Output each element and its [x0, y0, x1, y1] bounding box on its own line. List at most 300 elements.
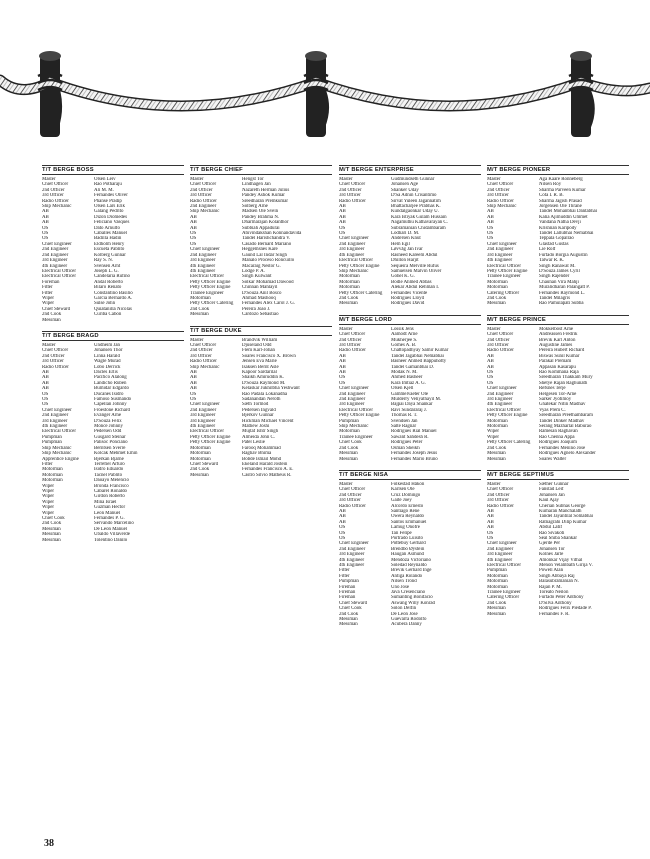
crew-name: Gammelvaeter Ole: [391, 391, 429, 397]
crew-name: Ravi Sundararaj J.: [391, 407, 427, 413]
crew-rank: 2nd Officer: [487, 492, 510, 498]
crew-rank: Motorman: [42, 472, 63, 478]
crew-name: Ahmad Mashooq: [242, 295, 276, 301]
crew-rank: Chief Engineer: [42, 241, 72, 247]
crew-rank: Fitter: [339, 568, 350, 574]
crew-row: [339, 301, 481, 306]
crew-name: Portrado Luisito: [391, 535, 423, 541]
crew-rank: 3rd Engineer: [190, 258, 216, 264]
crew-rank: OS: [339, 231, 346, 237]
crew-name: Kara Imtiaz A. G.: [391, 380, 426, 386]
crew-rank: Messman: [487, 451, 506, 457]
crew-rank: 4th Engineer: [190, 268, 216, 274]
crew-name: Rao Pamulapati Subba: [539, 301, 584, 307]
crew-rank: Radio Officer: [487, 503, 514, 509]
ship-name: T/T BERGE CHIEF: [190, 165, 332, 175]
crew-rank: Radio Officer: [339, 348, 366, 354]
crew-name: Quiatanilla Nicolas: [94, 306, 132, 312]
crew-rank: 2nd Engineer: [190, 252, 217, 258]
crew-rank: AB: [487, 359, 494, 365]
crew-name: Tandel Harishchandra V.: [242, 236, 291, 242]
crew-rank: Chief Engineer: [487, 386, 517, 392]
crew-name: Brandvik William: [242, 337, 278, 343]
crew-rank: Motorman: [487, 418, 508, 424]
crew-name: Eldholm Henry: [94, 241, 125, 247]
crew-rank: Motorman: [487, 285, 508, 291]
crew-rank: Chief Officer: [339, 332, 366, 338]
crew-rank: Petty Officer Engine: [190, 440, 231, 446]
crew-name: Bronda Francisco: [94, 483, 129, 489]
crew-name: Sadanandan Neroth: [242, 397, 281, 403]
crew-name: Samuelsen Malvin Oliver: [391, 268, 442, 274]
crew-name: Rao Potharaju: [94, 182, 122, 188]
crew-rank: OS: [487, 535, 494, 541]
crew-rank: AB: [339, 214, 346, 220]
crew-rank: AB: [339, 353, 346, 359]
crew-rank: Fireman: [339, 590, 356, 596]
crew-rank: Chief Officer: [339, 182, 366, 188]
crew-rank: Ship Mechanic: [339, 424, 369, 430]
crew-rank: Petty Officer Catering: [487, 440, 531, 446]
crew-rank: AB: [42, 380, 49, 386]
crew-rank: Trainee Engineer: [190, 290, 224, 296]
crew-rank: Electrical Officer: [190, 429, 224, 435]
crew-name: Brendbo Øystein: [391, 546, 425, 552]
crew-name: Sumanting Bonifacio: [391, 595, 433, 601]
crew-rank: Messman: [487, 611, 506, 617]
crew-name: Chinnan Mahlayil: [242, 285, 278, 291]
crew-name: Gaite Joey: [391, 498, 412, 504]
crew-rank: 4th Engineer: [42, 424, 68, 430]
crew-name: Seal Shiba Shankar: [539, 535, 578, 541]
crew-name: Hengst Tor: [242, 177, 264, 182]
crew-name: Brevik Gerhard Inge: [391, 568, 432, 574]
crew-rank: Radio Officer: [339, 198, 366, 204]
crew-name: D'Sa Adnin Crisantimo: [391, 193, 437, 199]
crew-rank: OS: [487, 370, 494, 375]
crew-name: Pandey Brahma N.: [242, 214, 280, 220]
crew-rank: AB: [42, 220, 49, 226]
rope-illustration: [0, 0, 650, 150]
crew-name: Ubaldo Villaverde: [94, 532, 130, 538]
crew-rank: Wiper: [42, 488, 55, 494]
crew-name: Menon Velambath Girija V.: [539, 563, 593, 568]
crew-row: [487, 301, 629, 306]
crew-name: Fernandes P. G.: [94, 515, 125, 521]
crew-name: Lodhari D. M.: [391, 231, 420, 237]
crew-name: Evanger Arne: [94, 413, 122, 419]
crew-name: Palisoc Ponciano: [94, 440, 128, 446]
crew-rank: OS: [42, 225, 49, 231]
crew-rank: 3rd Officer: [339, 342, 361, 348]
crew-name: Raghav Bhima: [242, 451, 272, 457]
crew-rank: 3rd Officer: [42, 359, 64, 365]
crew-name: Sreedharan Thakkam Mury: [539, 375, 593, 381]
crew-name: Santiago Rene: [391, 508, 420, 514]
crew-name: Sirvat Yuleen Jagannatim: [391, 198, 441, 204]
crew-rank: Messman: [487, 301, 506, 307]
crew-rank: AB: [190, 386, 197, 392]
crew-name: Curiba Cabon: [94, 312, 122, 318]
page-number: 38: [44, 838, 54, 849]
crew-name: Almeida John C.: [242, 434, 276, 440]
crew-name: Subbiah Appadurai: [242, 225, 280, 231]
crew-rank: Chief Officer: [190, 182, 217, 188]
crew-rank: OS: [339, 530, 346, 536]
crew-rank: AB: [42, 209, 49, 215]
crew-name: Alekar Abdul Rehman I.: [391, 285, 440, 291]
crew-name: Nagamuthu Kathavarayan C.: [391, 220, 448, 226]
crew-name: Powell Alan: [539, 568, 564, 574]
crew-name: D'Souza James Cyril: [539, 268, 580, 274]
crew-name: Ramesan Raghavan: [539, 429, 578, 435]
ship-crew-list: [42, 165, 184, 323]
crew-rank: Ship Mechanic: [190, 364, 220, 370]
crew-rank: Apprentice Engine: [42, 456, 79, 462]
crew-rank: Wiper: [42, 505, 55, 511]
crew-name: De Leon Jose: [391, 611, 418, 617]
column-4: [487, 165, 629, 625]
crew-name: Famoso Susmando: [94, 397, 132, 403]
crew-name: Singh Rajender: [539, 274, 570, 280]
column-1: [42, 165, 184, 551]
crew-name: Soares Francisco X. Brown: [242, 353, 296, 359]
ship-crew-list: [487, 165, 629, 307]
crew-name: Hem Egil: [391, 241, 410, 247]
crew-rank: Chief Engineer: [339, 236, 369, 242]
crew-name: Rodrigues David: [391, 301, 425, 307]
crew-rank: OS: [190, 236, 197, 242]
crew-name: Refsnes Terje: [539, 386, 566, 392]
crew-name: Kumaran Manchalath: [539, 508, 582, 514]
crew-name: Ali M. M.: [94, 187, 114, 193]
crew-name: Monce Johnny: [94, 424, 123, 430]
crew-name: Talwar R. K.: [539, 258, 565, 264]
crew-name: Rodrigues Agnelo Alexander: [539, 451, 596, 457]
crew-name: Nilsen Roy: [539, 182, 562, 188]
crew-name: Aga Kaare Ronneberg: [539, 177, 583, 182]
crew-name: De Leon Manuel: [94, 526, 128, 532]
crew-rank: Catering Officer: [487, 595, 520, 601]
crew-name: Macaraig Nestor G.: [242, 263, 281, 269]
crew-name: Toreato Neilon: [539, 590, 569, 596]
crew-rank: 4th Engineer: [487, 258, 513, 264]
crew-rank: 2nd Officer: [487, 337, 510, 343]
crew-rank: Chief Steward: [42, 306, 71, 312]
crew-rank: 4th Engineer: [487, 557, 513, 563]
crew-name: Caballes Manuel: [94, 231, 128, 237]
ship-name: M/T BERGE PIONEER: [487, 165, 629, 175]
crew-name: Landicho Ruben: [94, 380, 127, 386]
crew-name: Jorgensen Ole Thrane: [539, 204, 582, 210]
crew-rank: Chief Officer: [339, 487, 366, 493]
crew-name: Løvvåg Jan Ivar: [391, 247, 423, 253]
ship-crew-list: [487, 315, 629, 462]
crew-rank: Electrical Officer: [339, 407, 373, 413]
crew-rank: Master: [339, 481, 353, 487]
crew-rank: Wiper: [42, 295, 55, 301]
crew-name: Nazareth Herman Julius: [242, 187, 290, 193]
crew-name: Soares Walter: [539, 456, 567, 462]
crew-rank: 3rd Engineer: [190, 413, 216, 419]
crew-name: Owera Reynaldo: [391, 514, 424, 520]
crew-name: Phanse Pradip: [94, 198, 122, 204]
crew-name: Lodge P. A.: [242, 268, 265, 274]
crew-rank: Petty Officer Engine: [190, 279, 231, 285]
crew-name: Furtado Borgia Augustin: [539, 252, 588, 258]
crew-name: Thomas R. T.: [391, 413, 418, 419]
crew-rank: Petty Officer Catering: [190, 301, 234, 307]
crew-rank: Motorman: [339, 274, 360, 280]
ship-name: M/T BERGE LORD: [339, 315, 481, 325]
crew-rank: OS: [487, 225, 494, 231]
crew-rank: 3rd Officer: [42, 193, 64, 199]
crew-name: Ghatekar Nitin Madhav: [539, 402, 586, 408]
crew-rank: 2nd Engineer: [339, 391, 366, 397]
crew-rank: OS: [42, 236, 49, 242]
crew-rank: 3rd Engineer: [42, 418, 68, 424]
crew-rank: AB: [190, 225, 197, 231]
crew-rank: AB: [339, 220, 346, 226]
crew-name: Tandel Lallubhai Nemabhai: [539, 231, 594, 237]
crew-name: Johansen Jan: [539, 492, 565, 498]
crew-row: [487, 612, 629, 617]
crew-rank: Ship Mechanic: [487, 204, 517, 210]
crew-name: Biswas Sunil Kumar: [539, 353, 580, 359]
crew-rank: Trainee Engineer: [487, 590, 521, 596]
crew-rank: Pumpman: [487, 568, 507, 574]
crew-rank: AB: [339, 364, 346, 370]
ship-crew-list: [339, 165, 481, 307]
crew-name: Fernandes Oliver: [94, 193, 128, 199]
crew-name: Rodrigues Peter: [391, 440, 423, 446]
crew-name: Tandel Jayantilal Somabhai: [539, 514, 593, 520]
crew-rank: 2nd Engineer: [339, 241, 366, 247]
crew-rank: AB: [42, 386, 49, 392]
crew-name: Fanstad Leif: [539, 487, 564, 493]
crew-name: Kaul Ajay: [539, 498, 559, 504]
crew-row: [190, 312, 332, 317]
crew-rank: 4th Engineer: [339, 557, 365, 563]
crew-rank: OS: [487, 236, 494, 242]
crew-name: Rao Sivakoti: [539, 530, 565, 536]
crew-name: Kolnes Jarle: [539, 552, 564, 558]
crew-rank: 2nd Engineer: [339, 546, 366, 552]
crew-rank: Motorman: [487, 579, 508, 585]
crew-rank: 2nd Officer: [42, 353, 65, 359]
crew-name: Leon Manuel: [94, 510, 121, 516]
crew-rank: AB: [487, 364, 494, 370]
crew-name: Mathew Joshi: [242, 424, 270, 430]
crew-rank: Petty Officer Engine: [487, 413, 528, 419]
crew-name: Dhillon Harjit: [391, 258, 419, 264]
crew-rank: 3rd Engineer: [190, 418, 216, 424]
crew-name: Mulderry Veliyathayil M.: [391, 397, 442, 403]
crew-name: Teppala Gopalrao: [539, 236, 574, 242]
crew-name: Guzman Hector: [94, 505, 126, 511]
crew-rank: OS: [487, 375, 494, 381]
crew-name: Constantino Basilio: [94, 290, 133, 296]
crew-rank: Radio Officer: [42, 364, 69, 370]
crew-rank: 3rd Engineer: [487, 397, 513, 403]
crew-rank: Trainee Engineer: [487, 274, 521, 280]
crew-rank: Chief Engineer: [190, 402, 220, 408]
crew-name: Galang Pedrito: [94, 209, 124, 215]
crew-name: Djuseland Odd: [242, 342, 272, 348]
crew-rank: Chief Engineer: [487, 241, 517, 247]
crew-name: Olsen Lars Erik: [94, 204, 125, 210]
crew-rank: Petty Officer Engine: [190, 285, 231, 291]
crew-name: Vyas Prem C.: [539, 407, 566, 413]
crew-rank: AB: [190, 214, 197, 220]
ship-crew-list: [487, 470, 629, 617]
crew-name: Fernandes Vicente: [391, 290, 428, 296]
crew-rank: AB: [487, 209, 494, 215]
crew-rank: Pumpman: [42, 434, 62, 440]
crew-name: Sæth Tormod: [242, 402, 269, 408]
crew-name: Ray S. N.: [94, 258, 114, 264]
crew-name: Nilsen Trond: [391, 579, 417, 585]
crew-name: Solberg Arne: [242, 204, 268, 210]
crew-rank: AB: [487, 220, 494, 226]
crew-rank: Motorman: [190, 295, 211, 301]
crew-name: Fernandes Raymond L.: [539, 290, 585, 296]
column-2: [190, 165, 332, 486]
crew-rank: Chief Officer: [487, 332, 514, 338]
crew-rank: OS: [190, 241, 197, 247]
crew-rank: 2nd Cook: [42, 521, 62, 527]
crew-name: Dacles Erlis: [94, 370, 118, 375]
crew-rank: Master: [339, 326, 353, 332]
crew-name: Rodrigues Joaquim: [539, 440, 577, 446]
crew-name: Bumidar Edgardo: [94, 386, 129, 392]
crew-rank: Chief Engineer: [42, 407, 72, 413]
crew-rank: AB: [190, 370, 197, 375]
crew-rank: AB: [42, 370, 49, 375]
crew-name: Johansen Age: [391, 182, 419, 188]
crew-rank: Motorman: [339, 429, 360, 435]
crew-rank: Ship Mechanic: [42, 445, 72, 451]
crew-rank: AB: [339, 519, 346, 525]
crew-name: Cherian Subhas George: [539, 503, 586, 509]
crew-name: Andal Roberto: [94, 279, 123, 285]
crew-name: Guevarra Rodolfo: [391, 617, 427, 623]
crew-rank: 4th Engineer: [339, 252, 365, 258]
crew-row: [190, 473, 332, 478]
crew-rank: 2nd Officer: [190, 348, 213, 354]
crew-name: Bobde Ismail Mohd: [242, 456, 282, 462]
crew-name: Tandel Milagris: [539, 295, 571, 301]
crew-rank: Chief Officer: [190, 342, 217, 348]
crew-rank: Trainee Engineer: [339, 434, 373, 440]
crew-rank: Radio Officer: [487, 198, 514, 204]
crew-rank: 2nd Officer: [487, 187, 510, 193]
crew-rank: 4th Engineer: [190, 263, 216, 269]
crew-rank: 2nd Officer: [339, 187, 362, 193]
crew-rank: AB: [339, 204, 346, 210]
crew-rank: 2nd Cook: [487, 445, 507, 451]
crew-rank: AB: [487, 514, 494, 520]
crew-name: Cardozo Sebastiao: [242, 312, 279, 318]
crew-name: Gusgard Steinar: [94, 434, 126, 440]
crew-name: Girdon Roberto: [94, 494, 125, 500]
crew-name: Kundalgaonkar Uday U.: [391, 209, 439, 215]
crew-rank: 3rd Officer: [487, 342, 509, 348]
crew-rank: Messman: [487, 606, 506, 612]
crew-rank: AB: [487, 508, 494, 514]
crew-name: Fernandes Alex Carol J. G.: [242, 301, 295, 307]
crew-name: Sarker Jyotimoy: [539, 397, 572, 403]
crew-name: D'Souza Felix: [94, 418, 122, 424]
crew-name: Ekeland Harald Jostein: [242, 461, 288, 467]
crew-rank: Chief Engineer: [487, 541, 517, 547]
crew-rank: Pumpman: [339, 579, 359, 585]
crew-name: D'Souza Raymond M.: [242, 380, 286, 386]
crew-name: Basheer Ahmed Bappuhotty: [391, 359, 447, 365]
crew-rank: Radio Officer: [190, 198, 217, 204]
crew-rank: Fitter: [42, 290, 53, 296]
crew-name: Abdul Latif: [539, 525, 562, 531]
crew-rank: 2nd Cook: [487, 295, 507, 301]
crew-rank: Messman: [339, 301, 358, 307]
crew-rank: OS: [487, 380, 494, 386]
crew-name: Acubera Danny: [391, 622, 422, 628]
crew-rank: Wiper: [42, 510, 55, 516]
crew-rank: Messman: [339, 622, 358, 628]
crew-name: Aswang Willy Konrad: [391, 600, 435, 606]
crew-rank: 3rd Officer: [487, 193, 509, 199]
crew-name: Bilaro Renato: [94, 285, 122, 291]
crew-rank: OS: [339, 535, 346, 541]
crew-name: Froestone Richard: [94, 407, 130, 413]
crew-name: Terrefiel Arturo: [94, 461, 125, 467]
crew-rank: Master: [190, 337, 204, 343]
crew-rank: OS: [42, 402, 49, 408]
crew-name: Pedersen Odd: [94, 429, 122, 435]
crew-rank: Messman: [42, 526, 61, 532]
crew-name: Antiga Rolando: [391, 573, 423, 579]
crew-name: Shaikh Amiruddin K.: [242, 375, 284, 381]
crew-name: Singh Ranawat M.: [539, 263, 576, 269]
crew-name: Svendsen Jan: [391, 418, 418, 424]
crew-name: Gohel K. G.: [391, 274, 415, 280]
crew-rank: Motorman: [487, 279, 508, 285]
crew-name: Tan Felipe: [391, 530, 412, 536]
crew-rank: OS: [487, 530, 494, 536]
crew-rank: Pumpman: [339, 418, 359, 424]
crew-rank: Radio Officer: [190, 359, 217, 365]
crew-name: Kelaskar Jukhilbha Yeshwant: [242, 386, 300, 392]
crew-rank: Foreman: [42, 279, 60, 285]
crew-name: Dato Arnulfo: [94, 225, 120, 231]
crew-name: Uno Jose: [391, 584, 410, 590]
crew-name: Kapoor Sardarilal: [242, 370, 277, 375]
crew-name: Bodle Ahmed Abbas: [391, 279, 432, 285]
crew-rank: Catering Officer: [487, 290, 520, 296]
crew-rank: AB: [339, 359, 346, 365]
crew-name: Mujtaf Ishtr Singh: [242, 429, 279, 435]
crew-name: Parakal Premam: [539, 359, 572, 365]
crew-rank: Messman: [339, 451, 358, 457]
crew-rank: 2nd Engineer: [42, 247, 69, 253]
crew-rank: OS: [339, 375, 346, 381]
crew-rank: AB: [339, 370, 346, 375]
crew-name: Sreedharan Premkumar: [242, 198, 289, 204]
crew-rank: Petty Officer Catering: [339, 290, 383, 296]
crew-name: Sawant Sahdesh R.: [391, 434, 429, 440]
crew-rank: OS: [190, 231, 197, 237]
crew-name: Mokkelbost Arne: [539, 326, 574, 332]
